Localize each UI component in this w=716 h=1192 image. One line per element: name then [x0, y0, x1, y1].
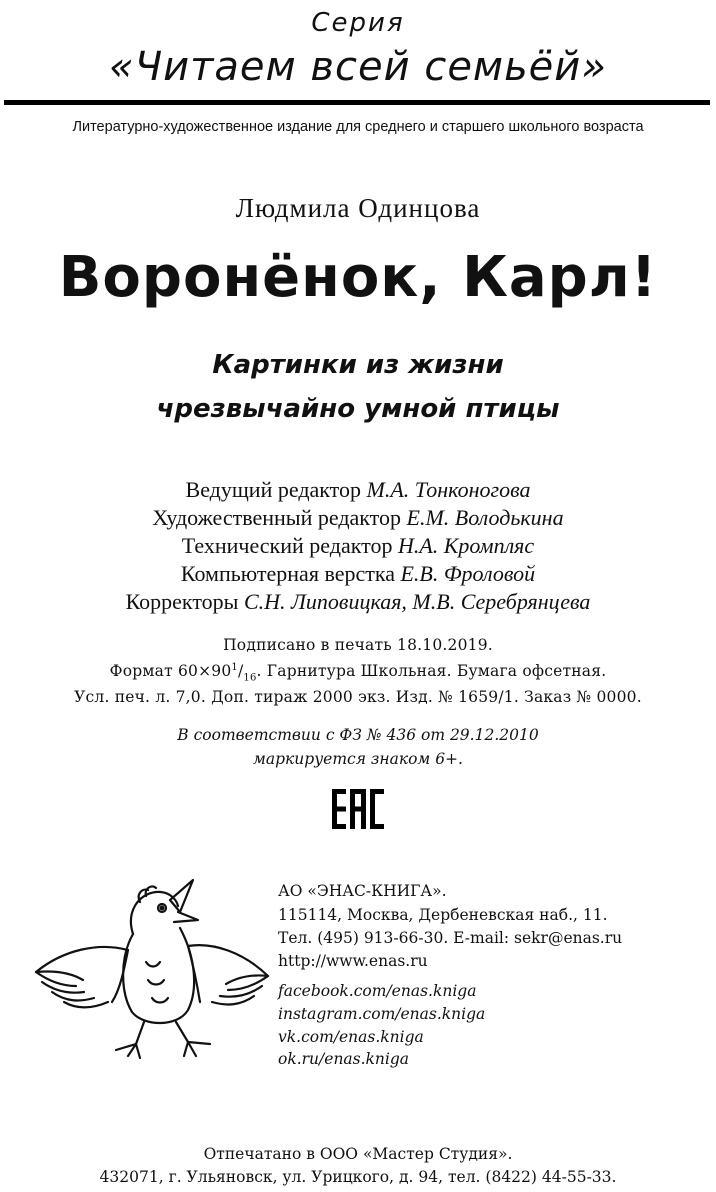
format-prefix: Формат 60×90 [109, 662, 232, 681]
law-line1: В соответствии с ФЗ № 436 от 29.12.2010 [177, 726, 539, 744]
signed-to-print: Подписано в печать 18.10.2019. [223, 636, 493, 654]
series-name: «Читаем всей семьёй» [109, 44, 607, 90]
credit-role: Корректоры [125, 589, 239, 614]
printer-line1: Отпечатано в ООО «Мастер Студия». [203, 1145, 513, 1163]
social-facebook: facebook.com/enas.kniga [278, 982, 477, 1000]
book-subtitle-line2: чрезвычайно умной птицы [156, 394, 560, 424]
credit-layout [0, 561, 716, 587]
format-suffix: . Гарнитура Школьная. Бумага офсетная. [256, 662, 607, 681]
format-sub: 16 [243, 672, 257, 684]
credit-role: Технический редактор [181, 533, 393, 558]
credit-proofreaders [0, 589, 716, 615]
book-subtitle-line1: Картинки из жизни [212, 350, 504, 380]
book-author: Людмила Одинцова [235, 193, 481, 223]
law-line2: маркируется знаком 6+. [253, 750, 463, 768]
publisher-name: АО «ЭНАС-КНИГА». [278, 882, 447, 900]
raven-illustration-icon [28, 872, 278, 1072]
credit-role: Художественный редактор [152, 505, 402, 530]
social-vk: vk.com/enas.kniga [278, 1028, 424, 1046]
format-line: Формат $60\times 90^1/_{16}$. Гарнитура Школьная. Бумага офсетная. [109, 662, 607, 684]
book-title: Воронёнок, Карл! [58, 245, 658, 310]
credit-name: Н.А. Кромпляс [397, 533, 535, 558]
credit-name: С.Н. Липовицкая, М.В. Серебрянцева [243, 589, 591, 614]
credit-tech-editor [0, 533, 716, 559]
credit-name: Е.М. Володькина [406, 505, 564, 530]
credit-art-editor [0, 505, 716, 531]
social-ok: ok.ru/enas.kniga [278, 1050, 410, 1068]
format-sup: 1 [231, 662, 238, 673]
publisher-website: http://www.enas.ru [278, 952, 428, 970]
series-label: Серия [311, 8, 405, 38]
credit-name: Е.В. Фроловой [400, 561, 536, 586]
social-instagram: instagram.com/enas.kniga [278, 1005, 486, 1023]
credit-name: М.А. Тонконогова [366, 477, 531, 502]
credit-role: Ведущий редактор [185, 477, 361, 502]
divider [4, 100, 710, 105]
publisher-address: 115114, Москва, Дербеневская наб., 11. [278, 906, 608, 924]
eac-mark-icon [330, 787, 386, 831]
print-info: Усл. печ. л. 7,0. Доп. тираж 2000 экз. Изд. № 1659/1. Заказ № 0000. [74, 688, 642, 706]
credit-role: Компьютерная верстка [180, 561, 395, 586]
credit-lead-editor [0, 477, 716, 503]
edition-type: Литературно-художественное издание для среднего и старшего школьного возраста [72, 119, 644, 135]
publisher-phone-email: Тел. (495) 913-66-30. E-mail: sekr@enas.ru [278, 929, 623, 947]
printer-line2: 432071, г. Ульяновск, ул. Урицкого, д. 94, тел. (8422) 44-55-33. [99, 1168, 617, 1186]
